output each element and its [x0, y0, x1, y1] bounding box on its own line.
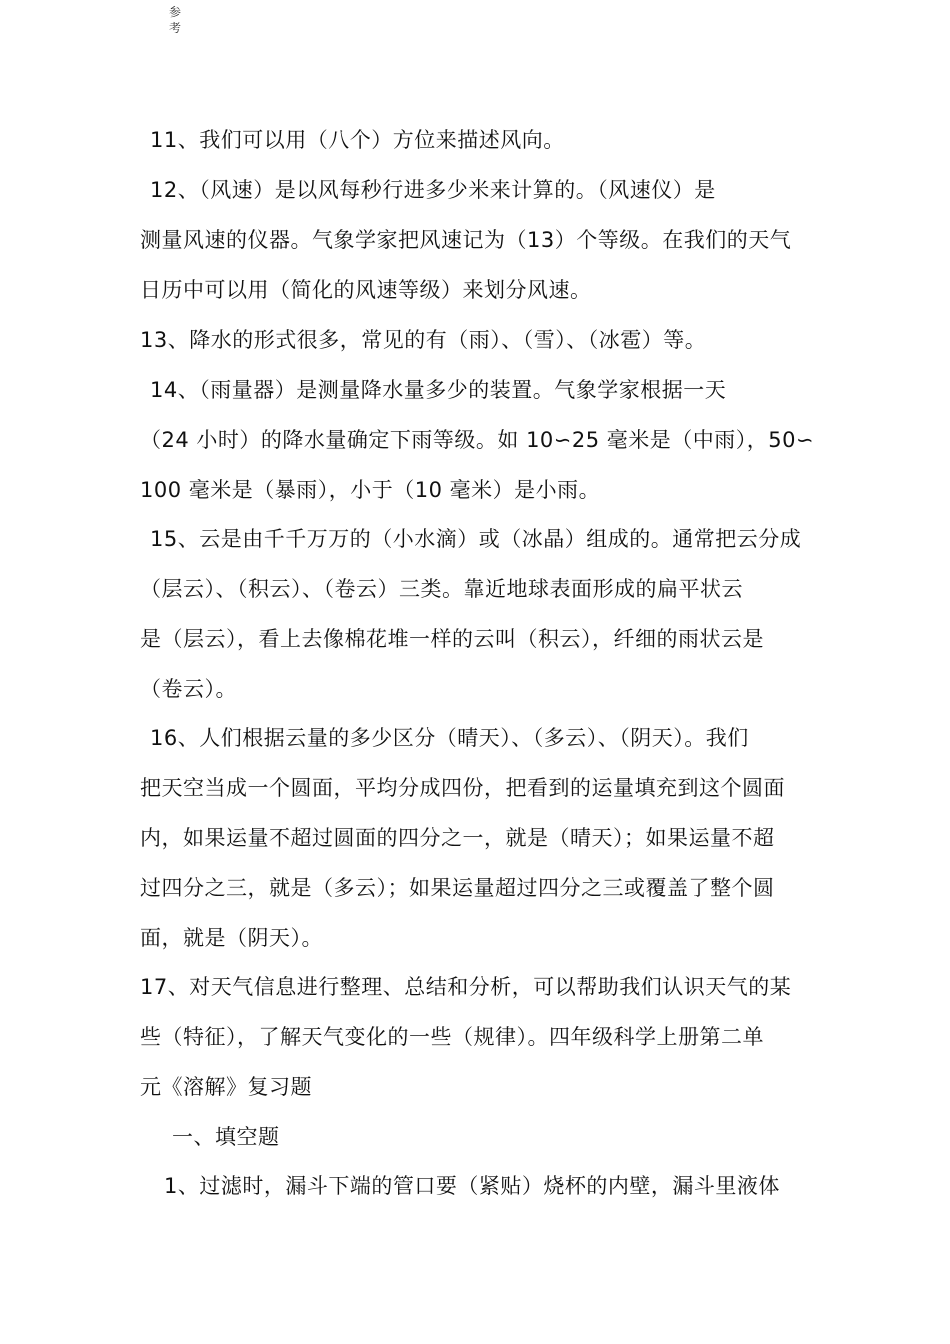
text-line-q15-a: 15、云是由千千万万的（小水滴）或（冰晶）组成的。通常把云分成	[150, 527, 802, 551]
text-line-q15-b: （层云）、（积云）、（卷云）三类。靠近地球表面形成的扁平状云	[140, 577, 743, 601]
text-line-q16-e: 面，就是（阴天）。	[140, 926, 323, 950]
page-header	[168, 4, 182, 36]
text-line-q14-c: 100 毫米是（暴雨），小于（10 毫米）是小雨。	[140, 478, 601, 502]
text-line-q16-a: 16、人们根据云量的多少区分（晴天）、（多云）、（阴天）。我们	[150, 726, 749, 750]
header-char: 考	[168, 21, 181, 35]
text-line-q12-b: 测量风速的仪器。气象学家把风速记为（13）个等级。在我们的天气	[140, 228, 792, 252]
text-line-q17-a: 17、对天气信息进行整理、总结和分析，可以帮助我们认识天气的某	[140, 975, 792, 999]
text-line-fill-1: 1、过滤时，漏斗下端的管口要（紧贴）烧杯的内壁，漏斗里液体	[164, 1174, 780, 1198]
text-line-q15-d: （卷云）。	[140, 677, 237, 701]
text-line-q11: 11、我们可以用（八个）方位来描述风向。	[150, 128, 565, 152]
text-line-q16-c: 内，如果运量不超过圆面的四分之一，就是（晴天）；如果运量不超	[140, 826, 775, 850]
text-line-q14-a: 14、（雨量器）是测量降水量多少的装置。气象学家根据一天	[150, 378, 727, 402]
text-line-q16-b: 把天空当成一个圆面，平均分成四份，把看到的运量填充到这个圆面	[140, 776, 785, 800]
text-line-q12-c: 日历中可以用（简化的风速等级）来划分风速。	[140, 278, 592, 302]
text-line-q15-c: 是（层云），看上去像棉花堆一样的云叫（积云），纤细的雨状云是	[140, 627, 764, 651]
section-heading: 一、填空题	[172, 1125, 280, 1149]
text-line-q13: 13、降水的形式很多，常见的有（雨）、（雪）、（冰雹）等。	[140, 328, 707, 352]
text-line-q16-d: 过四分之三，就是（多云）；如果运量超过四分之三或覆盖了整个圆	[140, 876, 775, 900]
text-line-q12-a: 12、（风速）是以风每秒行进多少米来计算的。（风速仪）是	[150, 178, 716, 202]
text-line-q17-c: 元《溶解》复习题	[140, 1075, 312, 1099]
text-line-q17-b: 些（特征），了解天气变化的一些（规律）。四年级科学上册第二单	[140, 1025, 764, 1049]
text-line-q14-b: （24 小时）的降水量确定下雨等级。如 10∽25 毫米是（中雨），50∽	[140, 428, 815, 452]
header-char: 参	[168, 5, 181, 19]
